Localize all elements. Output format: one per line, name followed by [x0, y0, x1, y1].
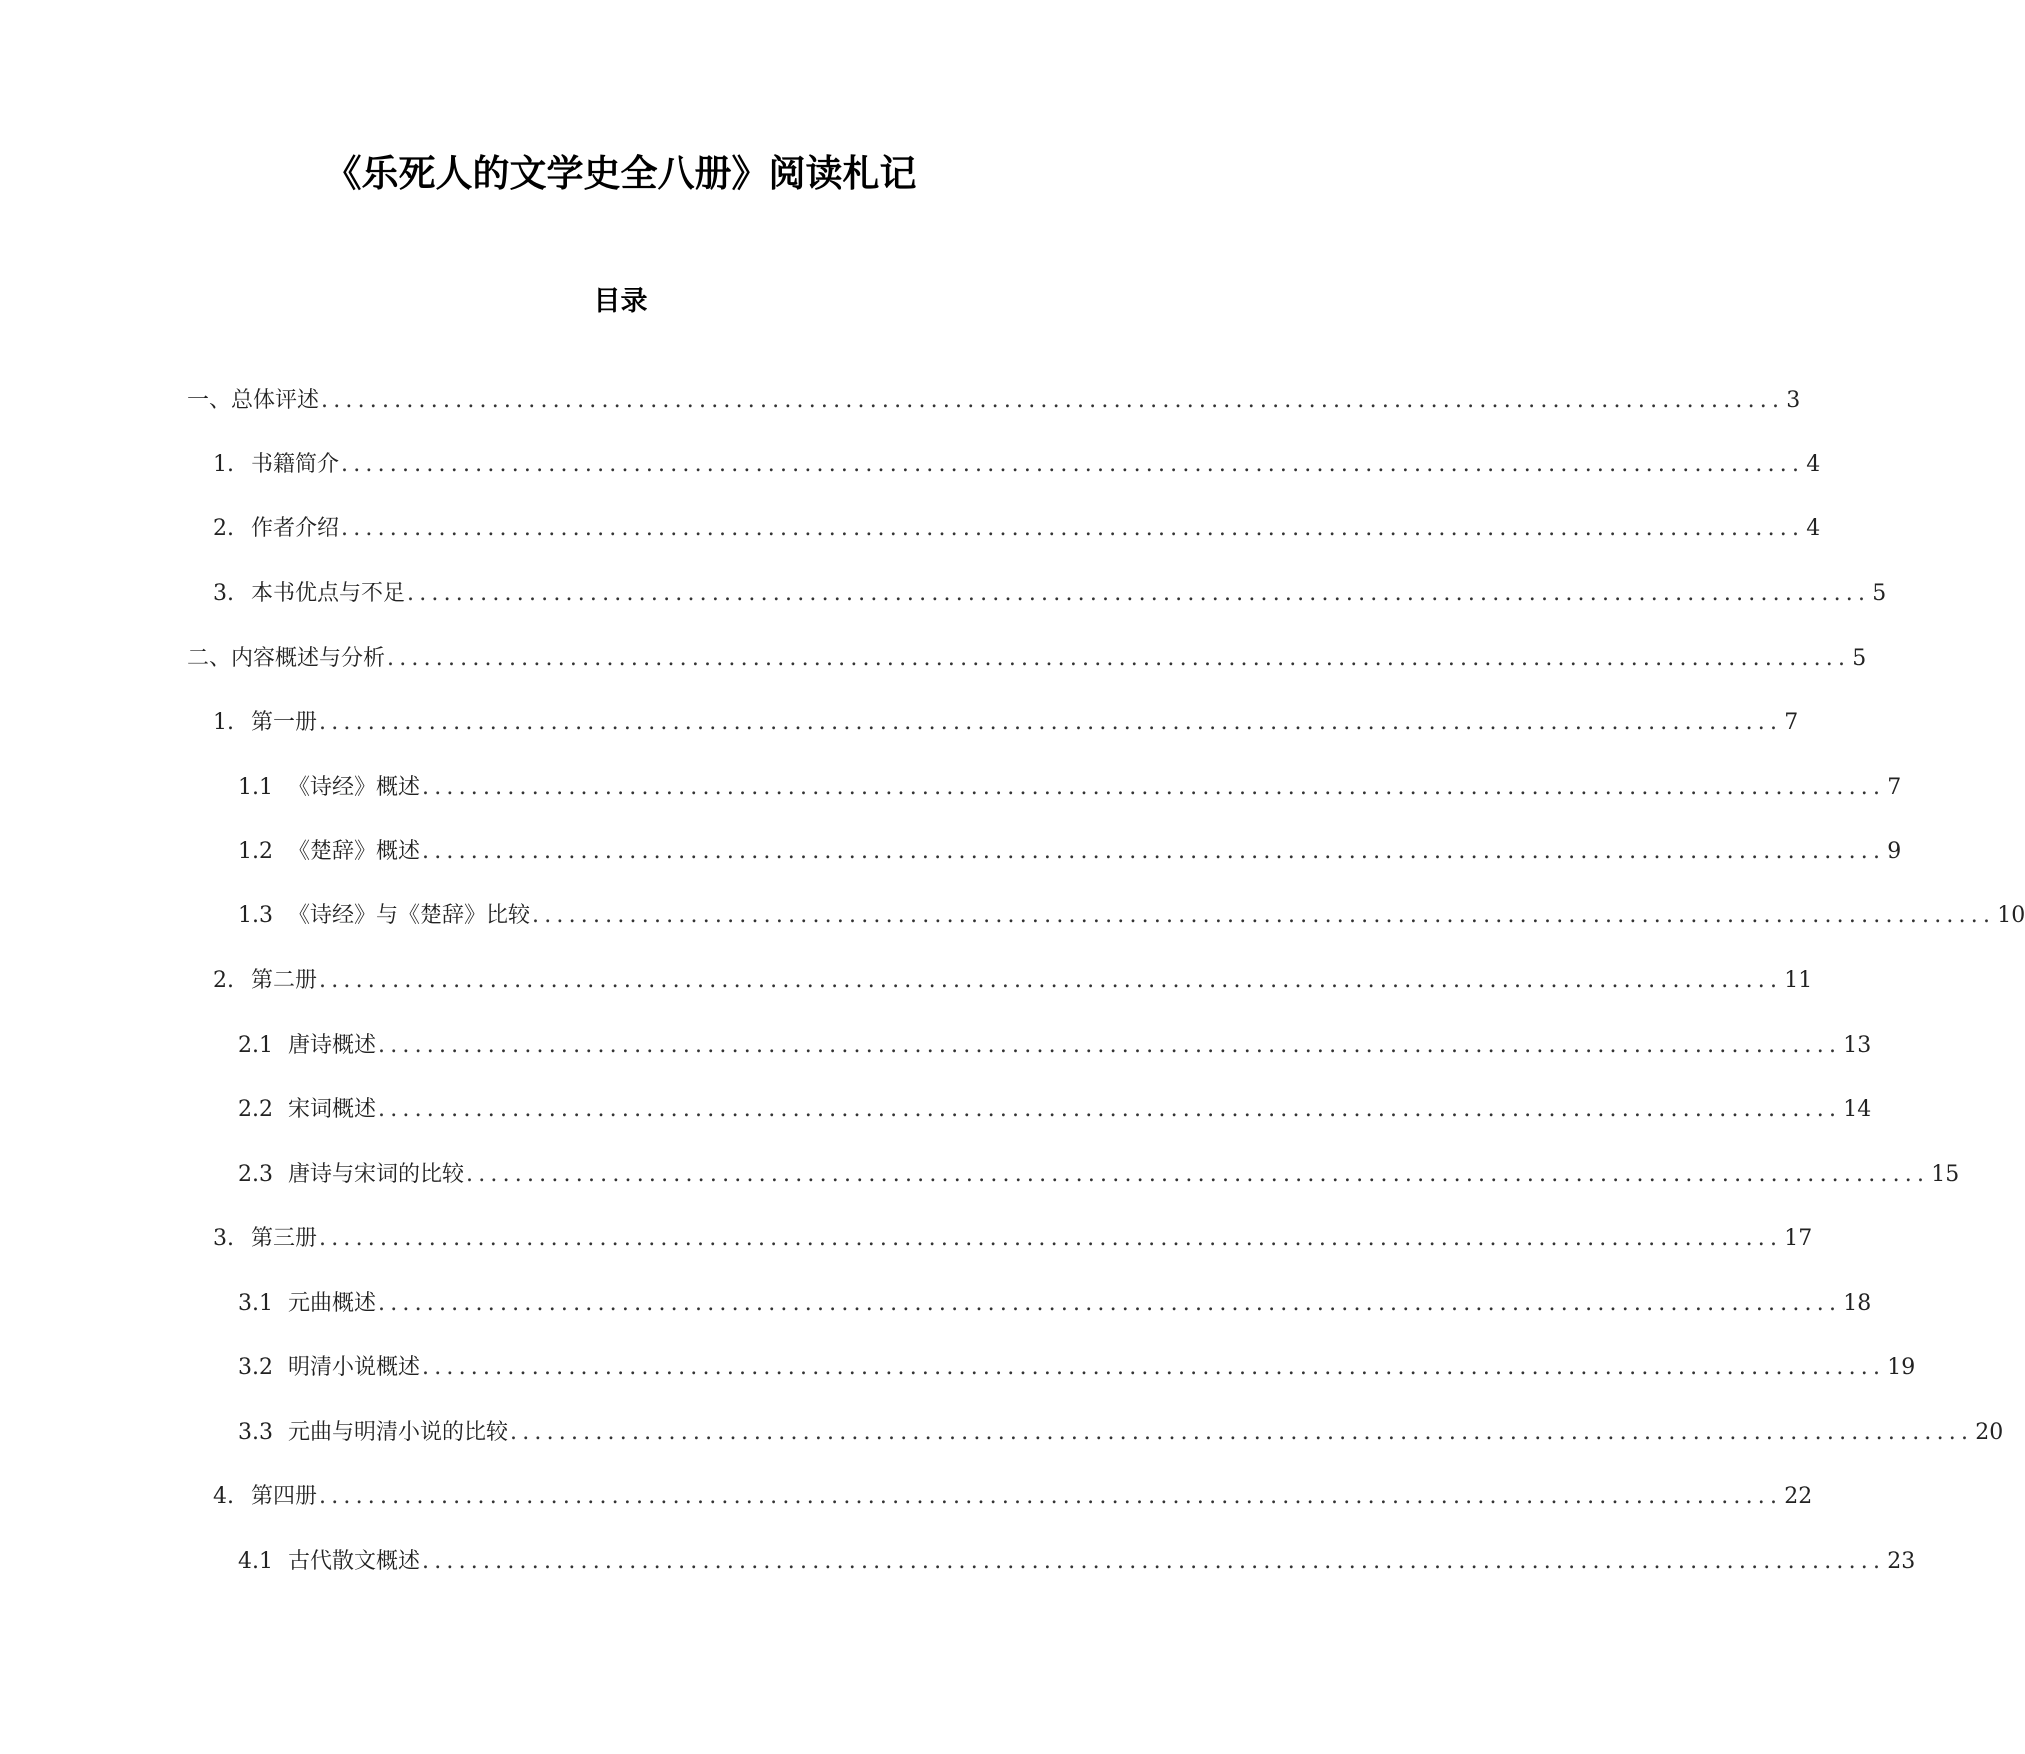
toc-entry-label: 第二册 — [251, 968, 318, 993]
toc-dot-leader: ........................................................................................................................ — [319, 968, 1783, 993]
toc-entry[interactable] — [213, 577, 1887, 611]
toc-entry-number: 2. — [213, 516, 234, 541]
toc-entry-number: 2.2 — [238, 1097, 273, 1122]
toc-dot-leader: ........................................................................................................................ — [341, 516, 1805, 541]
toc-page-number: 4 — [1806, 516, 1821, 541]
toc-entry-number: 4.1 — [238, 1549, 273, 1574]
toc-heading: 目录 — [593, 286, 648, 317]
toc-entry-label: 第三册 — [251, 1226, 318, 1251]
document-title: 《乐死人的文学史全八册》阅读札记 — [324, 152, 917, 195]
toc-entry[interactable] — [213, 448, 1821, 482]
toc-entry-label: 宋词概述 — [288, 1097, 377, 1122]
toc-entry-number: 3. — [213, 1226, 234, 1251]
toc-entry-label: 作者介绍 — [251, 516, 340, 541]
toc-entry-label: 唐诗与宋词的比较 — [288, 1162, 465, 1187]
toc-entry-number: 3. — [213, 581, 234, 606]
toc-entry-label: 第一册 — [251, 710, 318, 735]
toc-entry-label: 《诗经》与《楚辞》比较 — [288, 903, 531, 928]
toc-dot-leader: ........................................................................................................................ — [510, 1420, 1974, 1445]
toc-page-number: 9 — [1887, 839, 1902, 864]
toc-dot-leader: ........................................................................................................................ — [341, 452, 1805, 477]
toc-dot-leader: ........................................................................................................................ — [387, 646, 1851, 671]
toc-dot-leader: ........................................................................................................................ — [319, 1484, 1783, 1509]
toc-dot-leader: ........................................................................................................................ — [532, 903, 1996, 928]
toc-entry[interactable] — [238, 1158, 1960, 1192]
toc-page-number: 3 — [1786, 388, 1801, 413]
toc-entry-number: 3.3 — [238, 1420, 273, 1445]
toc-entry-number: 1. — [213, 452, 234, 477]
toc-entry[interactable] — [213, 706, 1799, 740]
toc-dot-leader: ........................................................................................................................ — [378, 1291, 1842, 1316]
toc-entry-label: 书籍简介 — [251, 452, 340, 477]
toc-page-number: 7 — [1784, 710, 1799, 735]
toc-entry-label: 二、内容概述与分析 — [187, 646, 386, 671]
toc-entry[interactable] — [238, 835, 1902, 869]
toc-entry[interactable] — [238, 1351, 1916, 1385]
toc-entry[interactable] — [238, 771, 1902, 805]
toc-entry[interactable] — [238, 1416, 2004, 1450]
toc-entry-number: 3.1 — [238, 1291, 273, 1316]
toc-entry[interactable] — [187, 642, 1867, 676]
toc-page-number: 15 — [1931, 1162, 1960, 1187]
toc-dot-leader: ........................................................................................................................ — [319, 710, 1783, 735]
toc-entry-label: 一、总体评述 — [187, 388, 320, 413]
toc-page-number: 14 — [1843, 1097, 1872, 1122]
toc-page-number: 5 — [1872, 581, 1887, 606]
toc-dot-leader: ........................................................................................................................ — [319, 1226, 1783, 1251]
toc-entry-label: 元曲概述 — [288, 1291, 377, 1316]
toc-entry-label: 《楚辞》概述 — [288, 839, 421, 864]
toc-page-number: 17 — [1784, 1226, 1813, 1251]
toc-dot-leader: ........................................................................................................................ — [378, 1097, 1842, 1122]
toc-entry-number: 1.1 — [238, 775, 273, 800]
toc-page-number: 11 — [1784, 968, 1813, 993]
toc-entry-label: 明清小说概述 — [288, 1355, 421, 1380]
toc-entry[interactable] — [213, 964, 1813, 998]
toc-entry[interactable] — [238, 899, 2025, 933]
toc-entry-number: 3.2 — [238, 1355, 273, 1380]
toc-dot-leader: ........................................................................................................................ — [422, 839, 1886, 864]
toc-entry-label: 本书优点与不足 — [251, 581, 406, 606]
toc-entry[interactable] — [238, 1093, 1872, 1127]
toc-entry-label: 元曲与明清小说的比较 — [288, 1420, 509, 1445]
toc-page-number: 19 — [1887, 1355, 1916, 1380]
toc-entry-number: 2. — [213, 968, 234, 993]
toc-entry-label: 唐诗概述 — [288, 1033, 377, 1058]
toc-entry[interactable] — [238, 1545, 1916, 1579]
toc-page-number: 13 — [1843, 1033, 1872, 1058]
toc-dot-leader: ........................................................................................................................ — [466, 1162, 1930, 1187]
toc-page-number: 5 — [1852, 646, 1867, 671]
toc-dot-leader: ........................................................................................................................ — [321, 388, 1785, 413]
toc-dot-leader: ........................................................................................................................ — [407, 581, 1871, 606]
toc-entry-label: 《诗经》概述 — [288, 775, 421, 800]
toc-entry[interactable] — [187, 384, 1801, 418]
toc-page-number: 4 — [1806, 452, 1821, 477]
toc-entry-number: 2.1 — [238, 1033, 273, 1058]
toc-entry[interactable] — [213, 512, 1821, 546]
toc-entry[interactable] — [213, 1480, 1813, 1514]
toc-dot-leader: ........................................................................................................................ — [422, 1355, 1886, 1380]
toc-entry[interactable] — [238, 1287, 1872, 1321]
toc-dot-leader: ........................................................................................................................ — [422, 1549, 1886, 1574]
toc-entry[interactable] — [238, 1029, 1872, 1063]
toc-page-number: 7 — [1887, 775, 1902, 800]
toc-entry-number: 1.3 — [238, 903, 273, 928]
toc-page-number: 10 — [1997, 903, 2025, 928]
toc-entry-label: 古代散文概述 — [288, 1549, 421, 1574]
toc-page-number: 23 — [1887, 1549, 1916, 1574]
toc-entry-number: 4. — [213, 1484, 234, 1509]
toc-entry-label: 第四册 — [251, 1484, 318, 1509]
toc-page-number: 18 — [1843, 1291, 1872, 1316]
toc-entry[interactable] — [213, 1222, 1813, 1256]
toc-page-number: 20 — [1975, 1420, 2004, 1445]
toc-page-number: 22 — [1784, 1484, 1813, 1509]
toc-dot-leader: ........................................................................................................................ — [422, 775, 1886, 800]
toc-dot-leader: ........................................................................................................................ — [378, 1033, 1842, 1058]
toc-entry-number: 1.2 — [238, 839, 273, 864]
toc-entry-number: 1. — [213, 710, 234, 735]
toc-entry-number: 2.3 — [238, 1162, 273, 1187]
